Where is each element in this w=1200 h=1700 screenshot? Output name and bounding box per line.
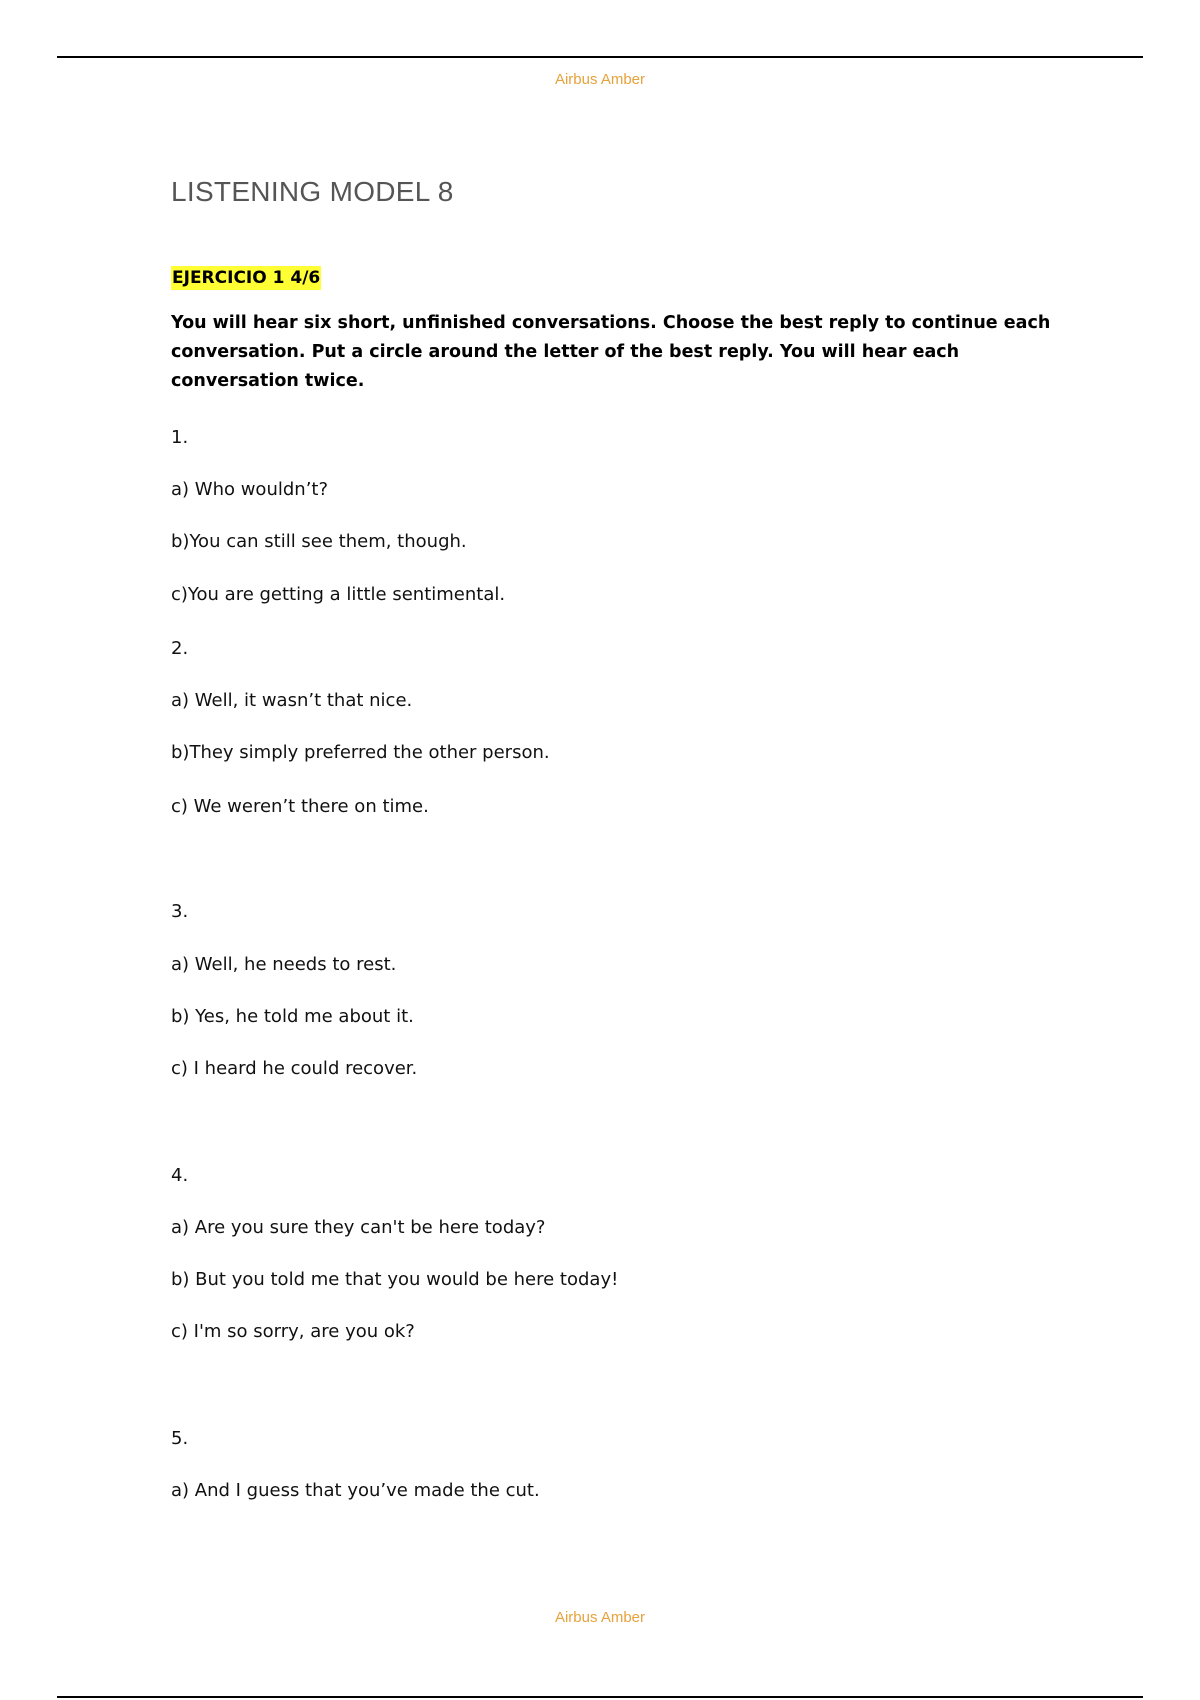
document-title: LISTENING MODEL 8 bbox=[171, 176, 454, 207]
answer-option: c) I heard he could recover. bbox=[171, 1058, 418, 1079]
answer-option: a) And I guess that you’ve made the cut. bbox=[171, 1480, 540, 1501]
footer-classification-label: Airbus Amber bbox=[554, 1609, 646, 1626]
question-number: 4. bbox=[171, 1165, 189, 1186]
question-number: 2. bbox=[171, 638, 189, 659]
answer-option: b)You can still see them, though. bbox=[171, 531, 467, 552]
answer-option: a) Who wouldn’t? bbox=[171, 479, 329, 500]
answer-option: a) Well, he needs to rest. bbox=[171, 954, 397, 975]
footer-rule bbox=[57, 1696, 1143, 1698]
question-number: 1. bbox=[171, 427, 189, 448]
header-rule bbox=[57, 56, 1143, 58]
answer-option: b) But you told me that you would be here today! bbox=[171, 1269, 619, 1290]
answer-option: b)They simply preferred the other person. bbox=[171, 742, 550, 763]
question-number: 5. bbox=[171, 1428, 189, 1449]
answer-option: c)You are getting a little sentimental. bbox=[171, 584, 506, 605]
answer-option: c) We weren’t there on time. bbox=[171, 796, 429, 817]
exercise-label: EJERCICIO 1 4/6 bbox=[172, 268, 321, 288]
answer-option: b) Yes, he told me about it. bbox=[171, 1006, 414, 1027]
answer-option: c) I'm so sorry, are you ok? bbox=[171, 1321, 415, 1342]
header-classification-label: Airbus Amber bbox=[554, 71, 646, 88]
answer-option: a) Well, it wasn’t that nice. bbox=[171, 690, 413, 711]
question-number: 3. bbox=[171, 901, 189, 922]
answer-option: a) Are you sure they can't be here today? bbox=[171, 1217, 546, 1238]
exercise-instructions: You will hear six short, unfinished conversations. Choose the best reply to continue each conversation. Put a circle around the letter of the best reply. You will hear each conversation twice. bbox=[171, 313, 1051, 391]
